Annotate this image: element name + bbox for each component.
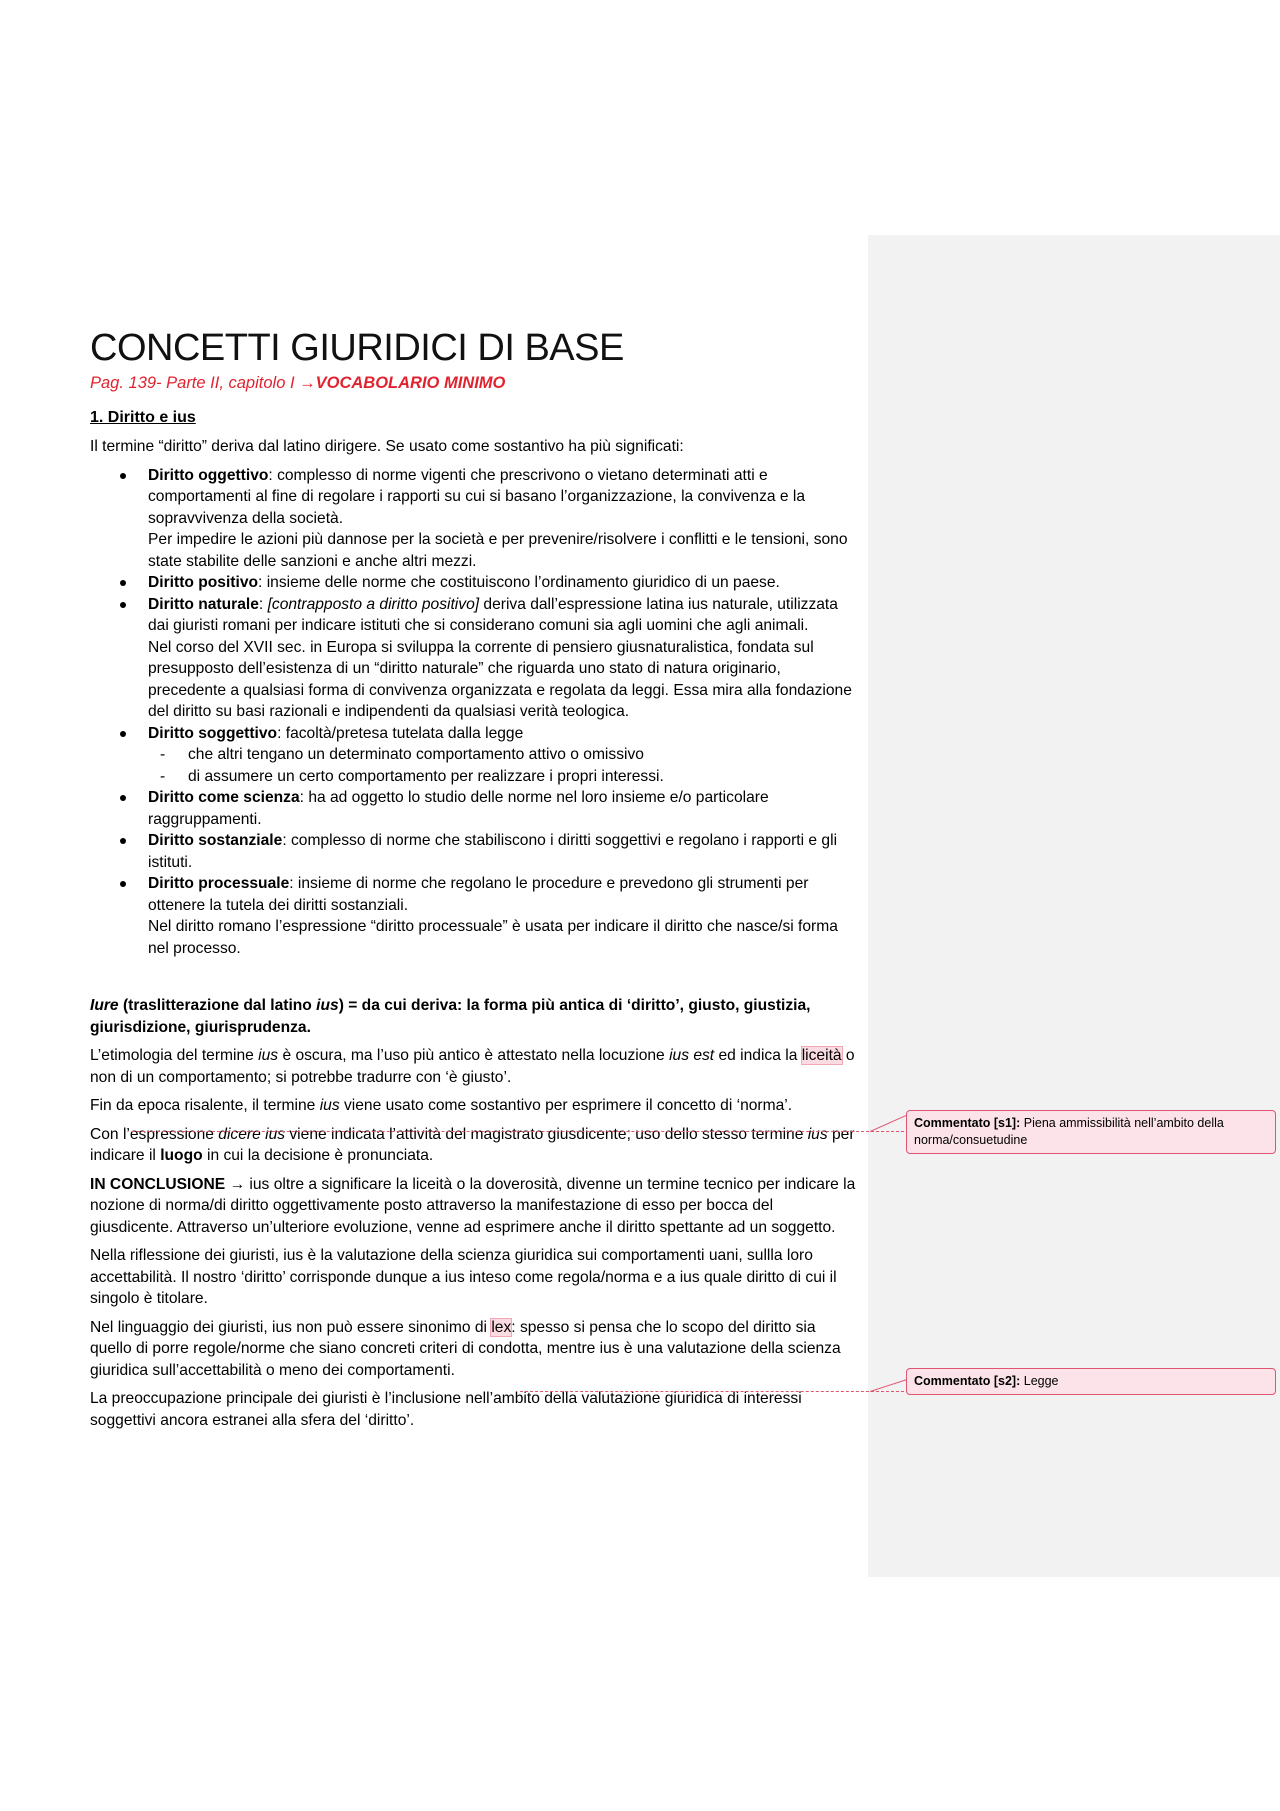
right-arrow-icon: →: [299, 374, 316, 392]
list-item: Diritto come scienza: ha ad oggetto lo studio delle norme nel loro insieme e/o particolare raggruppamenti.: [90, 787, 858, 830]
reflection-paragraph: Nella riflessione dei giuristi, ius è la valutazione della scienza giuridica sui comportamenti uani, sullla loro accettabilità. Il nostro ‘diritto’ corrisponde dunque a ius inteso come regola/norma e a ius quale diritto di cui il singolo è titolare.: [90, 1247, 837, 1307]
document-title: CONCETTI GIURIDICI DI BASE: [90, 327, 624, 369]
comment-anchor-s2[interactable]: lex: [491, 1318, 512, 1336]
comment-text: Piena ammissibilità nell’ambito della norma/consuetudine: [914, 1116, 1224, 1147]
sub-list: [148, 744, 858, 787]
intro-paragraph: Il termine “diritto” deriva dal latino dirigere. Se usato come sostantivo ha più significati:: [90, 438, 684, 455]
list-item: Diritto naturale: [contrapposto a diritto positivo] deriva dall’espressione latina ius naturale, utilizzata dai giuristi romani per indicare istituti che si considerano comuni sia agli uomini che agli animali. Nel corso del XVII sec. in Europa si sviluppa la corrente di pensiero giusnaturalistica, fondata sul presupposto dell’esistenza di un “diritto naturale” che riguarda uno stato di natura originario, precedente a qualsiasi forma di convivenza organizzata e regolata da leggi. Essa mira alla fondazione del diritto su basi razionali e indipendenti da qualsiasi verità teologica.: [90, 594, 858, 723]
list-item: Diritto oggettivo: complesso di norme vigenti che prescrivono o vietano determinati atti e comportamenti al fine di regolare i rapporti su cui si basano l’organizzazione, la convivenza e la sopravvivenza della società. Per impedire le azioni più dannose per la società e per prevenire/risolvere i conflitti e le tensioni, sono state stabilite delle sanzioni e anche altri mezzi.: [90, 465, 858, 573]
concern-paragraph: La preoccupazione principale dei giuristi è l’inclusione nell’ambito della valutazione giuridica di interessi soggettivi ancora estranei alla sfera del ‘diritto’.: [90, 1390, 802, 1429]
iure-heading: Iure (traslitterazione dal latino ius) = da cui deriva: la forma più antica di ‘diritto’, giusto, giustizia, giurisdizione, giurisprudenza.: [90, 997, 811, 1036]
dicere-ius-paragraph: Con l’espressione dicere ius viene indicata l’attività del magistrato giusdicente; uso dello stesso termine ius per indicare il luogo in cui la decisione è pronunciata.: [90, 1125, 855, 1164]
list-item: Diritto soggettivo: facoltà/pretesa tutelata dalla legge - che altri tengano un determinato comportamento attivo o omissivo - di assumere un certo comportamento per realizzare i propri interessi.: [90, 723, 858, 788]
section-heading: 1. Diritto e ius: [90, 408, 196, 426]
etymology-paragraph: L’etimologia del termine ius è oscura, ma l’uso più antico è attestato nella locuzione ius est ed indica la liceità o non di un comportamento; si potrebbe tradurre con ‘è giusto’.: [90, 1047, 855, 1086]
comment-leader-line: [520, 1391, 904, 1392]
document-subtitle: Pag. 139- Parte II, capitolo I →VOCABOLARIO MINIMO: [90, 374, 506, 392]
sub-list-item: - che altri tengano un determinato comportamento attivo o omissivo: [148, 744, 858, 766]
norma-paragraph: Fin da epoca risalente, il termine ius viene usato come sostantivo per esprimere il concetto di ‘norma’.: [90, 1097, 793, 1114]
document-body: [90, 325, 858, 1438]
lex-paragraph: Nel linguaggio dei giuristi, ius non può essere sinonimo di lex: spesso si pensa che lo scopo del diritto sia quello di porre regole/norme che siano concreti criteri di condotta, mentre ius è una valutazione della scienza giuridica sull’accettabilità o meno dei comportamenti.: [90, 1318, 841, 1379]
conclusion-paragraph: IN CONCLUSIONE → ius oltre a significare la liceità o la doverosità, divenne un termine tecnico per indicare la nozione di norma/di diritto oggettivamente posto attraverso la manifestazione di esso per bocca del giusdicente. Attraverso un’ulteriore evoluzione, venne ad esprimere anche il diritto spettante ad un soggetto.: [90, 1175, 856, 1236]
comment-leader-line: [132, 1131, 904, 1132]
comment-label: Commentato [s2]:: [914, 1374, 1021, 1388]
list-item: Diritto positivo: insieme delle norme che costituiscono l’ordinamento giuridico di un paese.: [90, 572, 858, 594]
sub-list-item: - di assumere un certo comportamento per realizzare i propri interessi.: [148, 766, 858, 788]
comment-anchor-s1[interactable]: liceità: [801, 1047, 842, 1064]
definitions-list: [90, 465, 858, 960]
comment-balloon-s2[interactable]: [906, 1368, 1276, 1395]
comment-label: Commentato [s1]:: [914, 1116, 1021, 1130]
comment-text: Legge: [1023, 1374, 1059, 1388]
list-item: Diritto sostanziale: complesso di norme che stabiliscono i diritti soggettivi e regolano i rapporti e gli istituti.: [90, 830, 858, 873]
list-item: Diritto processuale: insieme di norme che regolano le procedure e prevedono gli strumenti per ottenere la tutela dei diritti sostanziali. Nel diritto romano l’espressione “diritto processuale” è usata per indicare il diritto che nasce/si forma nel processo.: [90, 873, 858, 959]
comment-balloon-s1[interactable]: [906, 1110, 1276, 1154]
right-arrow-icon: →: [225, 1175, 250, 1193]
